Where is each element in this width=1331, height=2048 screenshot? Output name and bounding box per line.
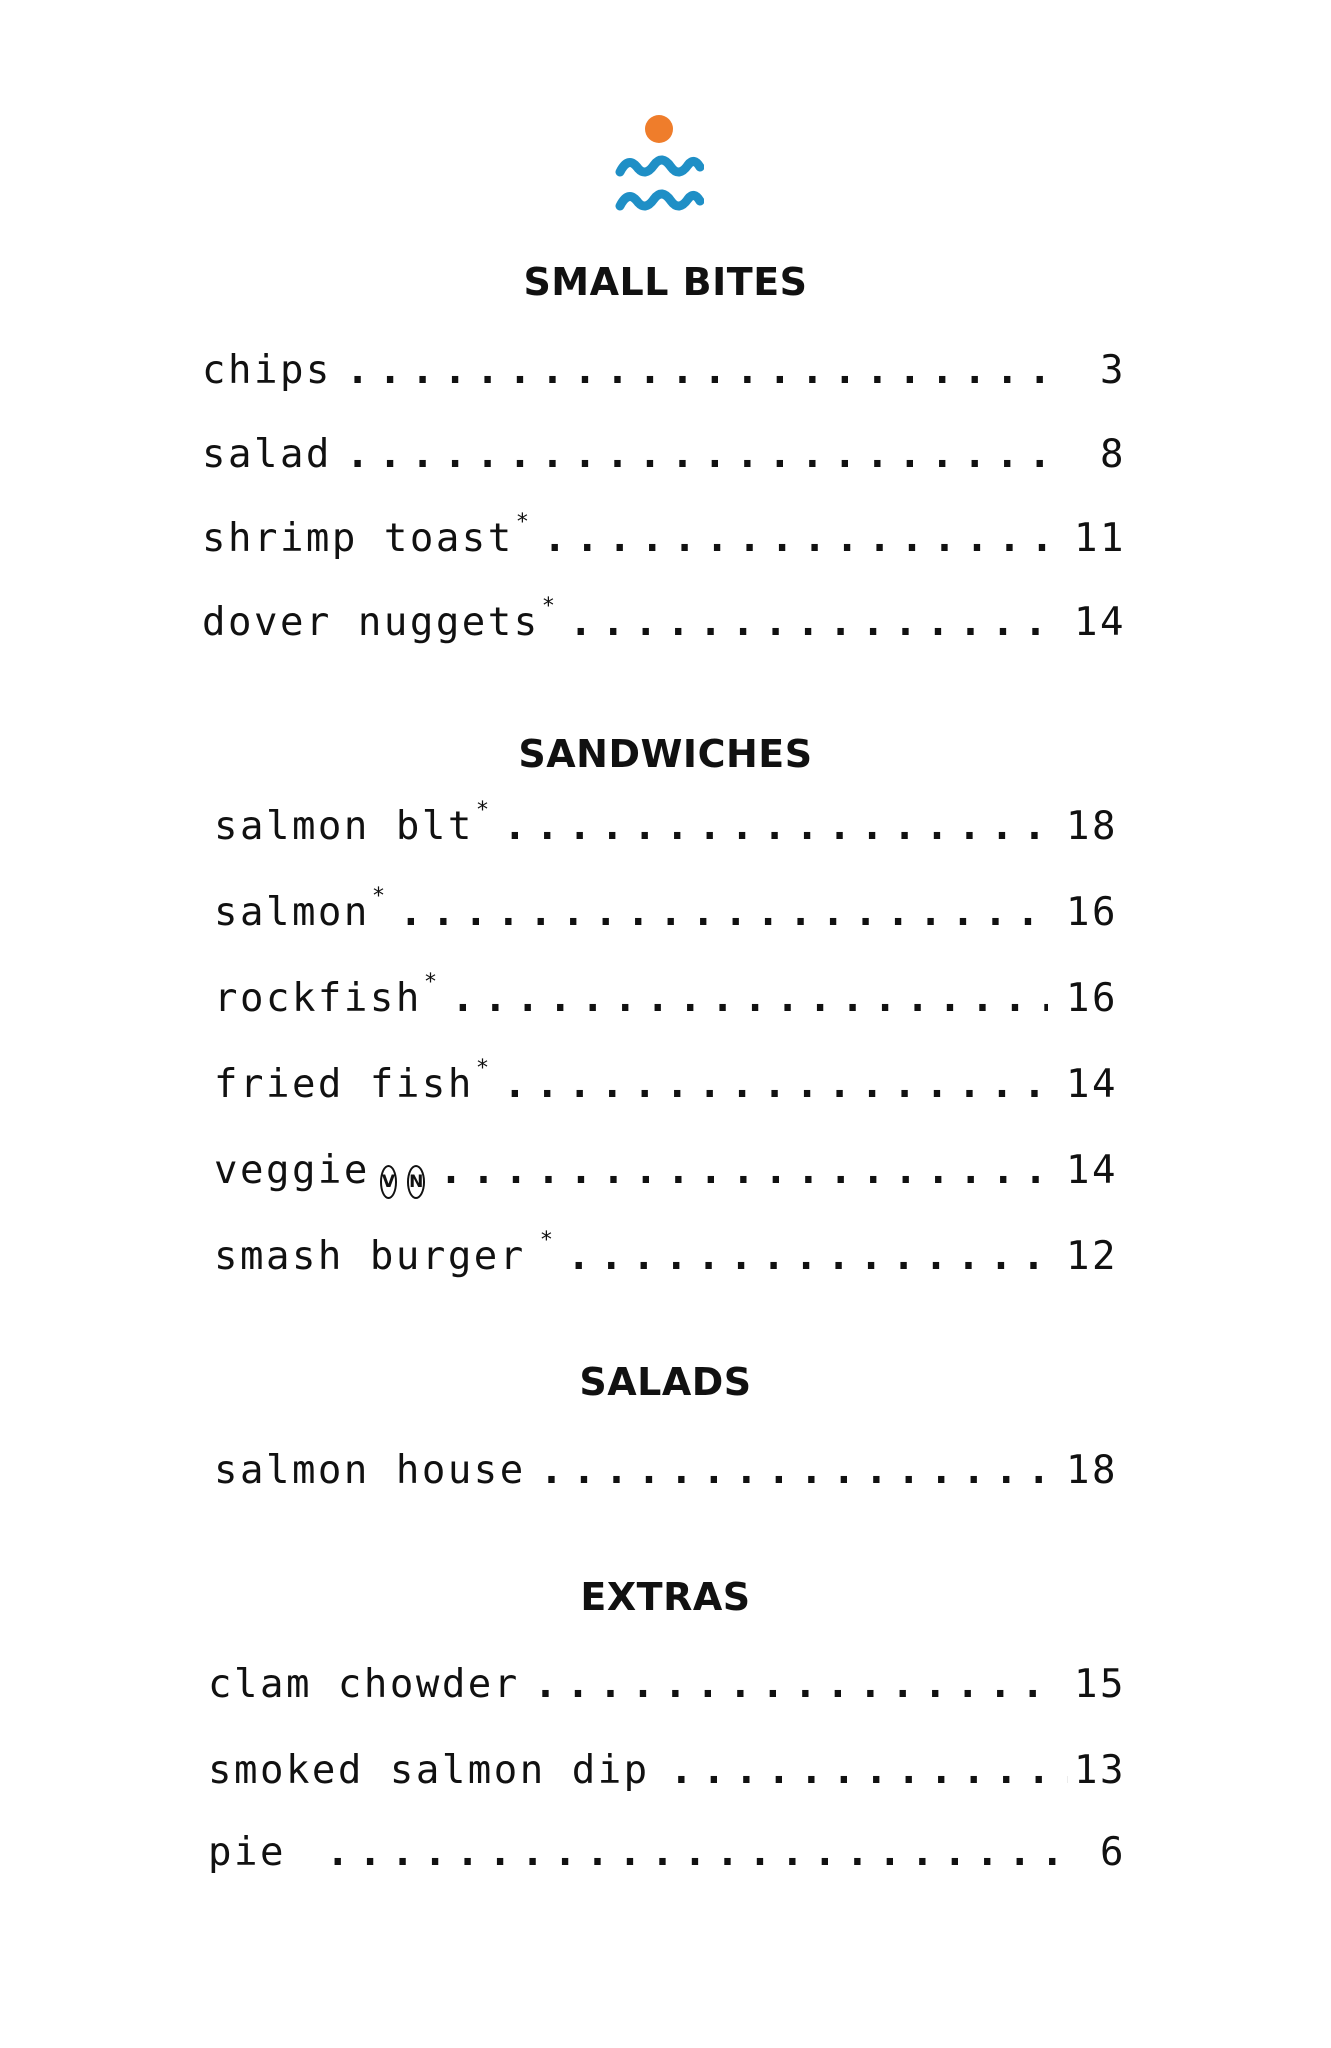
wave-icon — [620, 194, 700, 206]
menu-item — [208, 1826, 1126, 1880]
item-name: dover nuggets — [202, 600, 540, 645]
item-name: chips — [202, 348, 332, 393]
item-name: veggie — [214, 1148, 370, 1193]
item-price: 18 — [1066, 804, 1118, 849]
asterisk-mark: * — [515, 510, 530, 535]
asterisk-mark: * — [423, 970, 438, 995]
item-price: 12 — [1066, 1234, 1118, 1279]
sun-over-waves-icon — [614, 112, 704, 220]
dot-leader — [439, 1144, 1048, 1198]
menu-item — [202, 512, 1126, 566]
dot-leader — [543, 512, 1052, 566]
item-name: shrimp toast — [202, 516, 514, 561]
item-price: 14 — [1066, 1062, 1118, 1107]
item-name: smash burger — [214, 1234, 526, 1279]
menu-item — [214, 1058, 1118, 1112]
menu-item — [214, 800, 1118, 854]
item-name: clam chowder — [208, 1662, 520, 1707]
item-name: rockfish — [214, 976, 422, 1021]
item-price: 11 — [1074, 516, 1126, 561]
item-price: 13 — [1074, 1748, 1126, 1793]
menu-item — [214, 886, 1118, 940]
dot-leader — [346, 344, 1066, 398]
item-name: smoked salmon dip — [208, 1748, 650, 1793]
section-title-small-bites: SMALL BITES — [523, 260, 808, 304]
menu-item — [214, 1230, 1118, 1284]
nut-badge-icon: N — [407, 1165, 425, 1199]
item-price: 16 — [1066, 976, 1118, 1021]
item-name: salmon house — [214, 1448, 526, 1493]
item-name: fried fish — [214, 1062, 474, 1107]
asterisk-mark: * — [371, 884, 386, 909]
dot-leader — [567, 1230, 1048, 1284]
item-price: 16 — [1066, 890, 1118, 935]
sun-icon — [645, 115, 673, 143]
dot-leader — [569, 596, 1052, 650]
section-title-extras: EXTRAS — [580, 1575, 751, 1619]
dot-leader — [399, 886, 1048, 940]
item-price: 18 — [1066, 1448, 1118, 1493]
dot-leader — [346, 428, 1066, 482]
dot-leader — [503, 800, 1048, 854]
dot-leader — [534, 1658, 1056, 1712]
item-name: salmon blt — [214, 804, 474, 849]
item-price: 15 — [1074, 1662, 1126, 1707]
dot-leader — [503, 1058, 1048, 1112]
item-price: 8 — [1100, 432, 1126, 477]
menu-item — [214, 1144, 1118, 1198]
item-name: pie — [208, 1830, 286, 1875]
asterisk-mark: * — [475, 1056, 490, 1081]
item-price: 14 — [1066, 1148, 1118, 1193]
section-title-salads: SALADS — [579, 1360, 752, 1404]
menu-item — [208, 1744, 1126, 1798]
item-name: salad — [202, 432, 332, 477]
asterisk-mark: * — [475, 798, 490, 823]
menu-item — [202, 428, 1126, 482]
asterisk-mark: * — [541, 594, 555, 619]
vegetarian-badge-icon: V — [380, 1165, 397, 1199]
item-name: salmon — [214, 890, 370, 935]
dot-leader — [451, 972, 1048, 1026]
wave-icon — [620, 160, 700, 172]
item-price: 14 — [1074, 600, 1126, 645]
asterisk-mark: * — [539, 1228, 554, 1253]
menu-item — [214, 1444, 1118, 1498]
dot-leader — [670, 1744, 1068, 1798]
section-title-sandwiches: SANDWICHES — [518, 732, 813, 776]
dot-leader — [326, 1826, 1072, 1880]
dot-leader — [540, 1444, 1048, 1498]
menu-item — [202, 596, 1126, 650]
menu-item — [214, 972, 1118, 1026]
item-price: 3 — [1100, 348, 1126, 393]
menu-item — [202, 344, 1126, 398]
menu-item — [208, 1658, 1126, 1712]
item-price: 6 — [1100, 1830, 1126, 1875]
